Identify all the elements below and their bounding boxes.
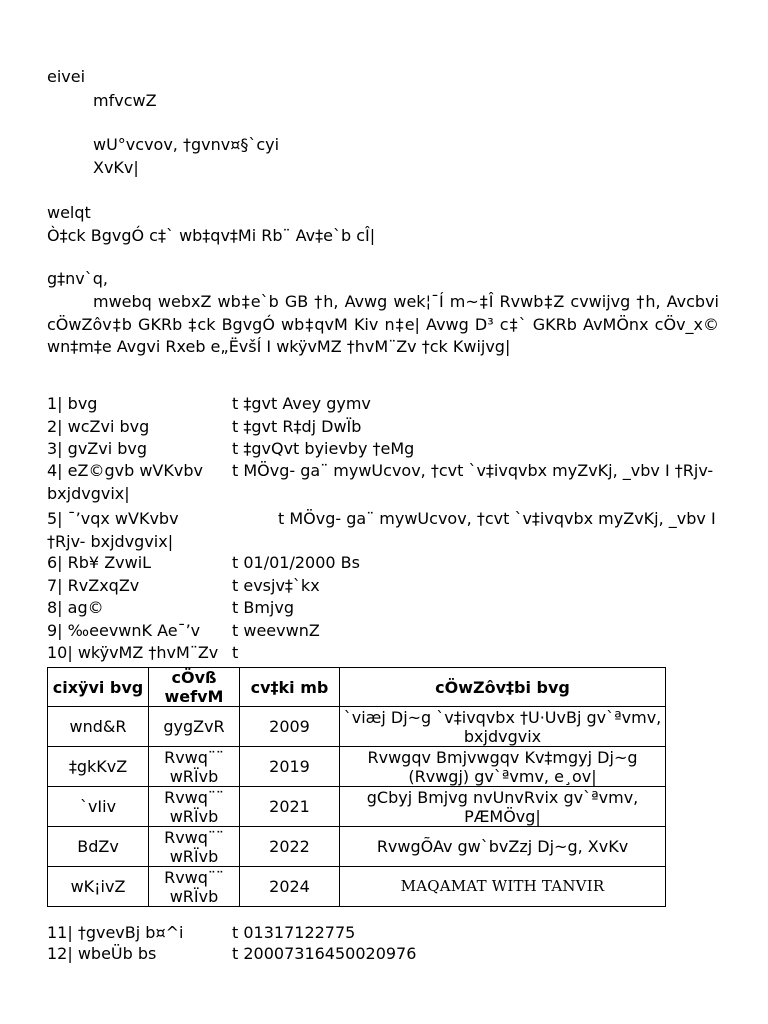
- detail-label: 1| bvg: [47, 394, 98, 413]
- detail-value: t 01317122775: [232, 923, 356, 942]
- present-address-row: [47, 460, 719, 505]
- subject-line-2: Ò‡ck BgvgÓ c‡` wb‡qv‡Mi Rb¨ Av‡e`b cÎ|: [47, 226, 376, 245]
- detail-value: t: [232, 643, 239, 662]
- detail-value: t ‡gvt Avey gymv: [232, 394, 371, 413]
- institution-cell: `viæj Dj~g `v‡ivqvbx †U·UvBj gv`ªvmv, bxjdvgvix: [340, 707, 666, 747]
- institution-cell: Rvwgqv Bmjvwgqv Kv‡mgyj Dj~g (Rvwgj) gv`ªvmv, e¸ov|: [340, 747, 666, 787]
- institution-cell: RvwgÕAv gw`bvZzj Dj~g, XvKv: [340, 827, 666, 867]
- detail-value: t 01/01/2000 Bs: [232, 553, 360, 572]
- table-row: [48, 867, 666, 907]
- detail-value: t evsjv‡`kx: [232, 576, 320, 595]
- detail-value: t MÖvg- ga¨ mywUcvov, †cvt `v‡ivqvbx myZvKj, _vbv I †Rjv- bxjdvgvix|: [47, 461, 714, 503]
- detail-value: t ‡gvt R‡dj DwÏb: [232, 417, 362, 436]
- salutation: g‡nv`q,: [47, 269, 109, 288]
- exam-cell: wnd&R: [48, 707, 149, 747]
- detail-value: t MÖvg- ga¨ mywUcvov, †cvt `v‡ivqvbx myZvKj, _vbv I †Rjv- bxjdvgvix|: [47, 509, 716, 551]
- column-header-year: cv‡ki mb: [240, 668, 340, 707]
- grade-cell: Rvwq¨¨ wRÏvb: [149, 747, 240, 787]
- detail-value: t ‡gvQvt byievby †eMg: [232, 439, 415, 458]
- grade-cell: Rvwq¨¨ wRÏvb: [149, 787, 240, 827]
- education-table: [47, 667, 666, 907]
- detail-value: t 20007316450020976: [232, 944, 417, 963]
- permanent-address-row: [47, 508, 719, 553]
- column-header-grade: cÖvß wefvM: [149, 668, 240, 707]
- detail-label: 11| †gvevBj b¤^i: [47, 923, 184, 942]
- exam-cell: BdZv: [48, 827, 149, 867]
- table-row: [48, 827, 666, 867]
- column-header-exam: cixÿvi bvg: [48, 668, 149, 707]
- detail-label: 5| ¯’vqx wVKvbv: [47, 509, 179, 528]
- detail-label: 12| wbeÜb bs: [47, 944, 157, 963]
- table-header-row: [48, 668, 666, 707]
- detail-label: 6| Rb¥ ZvwiL: [47, 553, 152, 572]
- detail-label: 4| eZ©gvb wVKvbv: [47, 461, 203, 480]
- institution-cell: gCbyj Bmjvg nvUnvRvix gv`ªvmv, PÆMÖvg|: [340, 787, 666, 827]
- year-cell: 2021: [240, 787, 340, 827]
- detail-label: 9| ‰eevwnK Ae¯’v: [47, 621, 201, 640]
- year-cell: 2024: [240, 867, 340, 907]
- institution-cell: MAQAMAT WITH TANVIR: [340, 867, 666, 907]
- institution-location: wU°vcvov, †gvnv¤§`cyi: [93, 135, 280, 154]
- column-header-institution: cÖwZôv‡bi bvg: [340, 668, 666, 707]
- grade-cell: Rvwq¨¨ wRÏvb: [149, 867, 240, 907]
- year-cell: 2022: [240, 827, 340, 867]
- detail-value: t weevwnZ: [232, 621, 320, 640]
- table-row: [48, 707, 666, 747]
- detail-label: 10| wkÿvMZ †hvM¨Zv: [47, 643, 219, 662]
- detail-label: 8| ag©: [47, 598, 104, 617]
- year-cell: 2009: [240, 707, 340, 747]
- detail-label: 7| RvZxqZv: [47, 576, 140, 595]
- detail-label: 3| gvZvi bvg: [47, 439, 148, 458]
- table-row: [48, 787, 666, 827]
- exam-cell: wK¡ivZ: [48, 867, 149, 907]
- grade-cell: Rvwq¨¨ wRÏvb: [149, 827, 240, 867]
- exam-cell: `vIiv: [48, 787, 149, 827]
- city: XvKv|: [93, 158, 139, 177]
- year-cell: 2019: [240, 747, 340, 787]
- subject-line: [47, 203, 91, 223]
- detail-value: t Bmjvg: [232, 598, 294, 617]
- subject-prefix: welqt: [47, 203, 91, 222]
- table-row: [48, 747, 666, 787]
- body-paragraph: mwebq webxZ wb‡e`b GB †h, Avwg wek¦¯Í m~‡Î Rvwb‡Z cvwijvg †h, Avcbvi cÖwZôv‡b GKRb ‡ck BgvgÓ wb‡qvM Kiv n‡e| Avwg D³ c‡` GKRb AvMÖnx cÖv_x© wn‡m‡e Avgvi Rxeb e„ËvšÍ I wkÿvMZ †hvM¨Zv †ck Kwijvg|: [47, 292, 719, 356]
- grade-cell: gygZvR: [149, 707, 240, 747]
- detail-label: 2| wcZvi bvg: [47, 417, 150, 436]
- to-label: eivei: [47, 67, 86, 86]
- exam-cell: ‡gkKvZ: [48, 747, 149, 787]
- recipient-title: mfvcwZ: [93, 91, 157, 110]
